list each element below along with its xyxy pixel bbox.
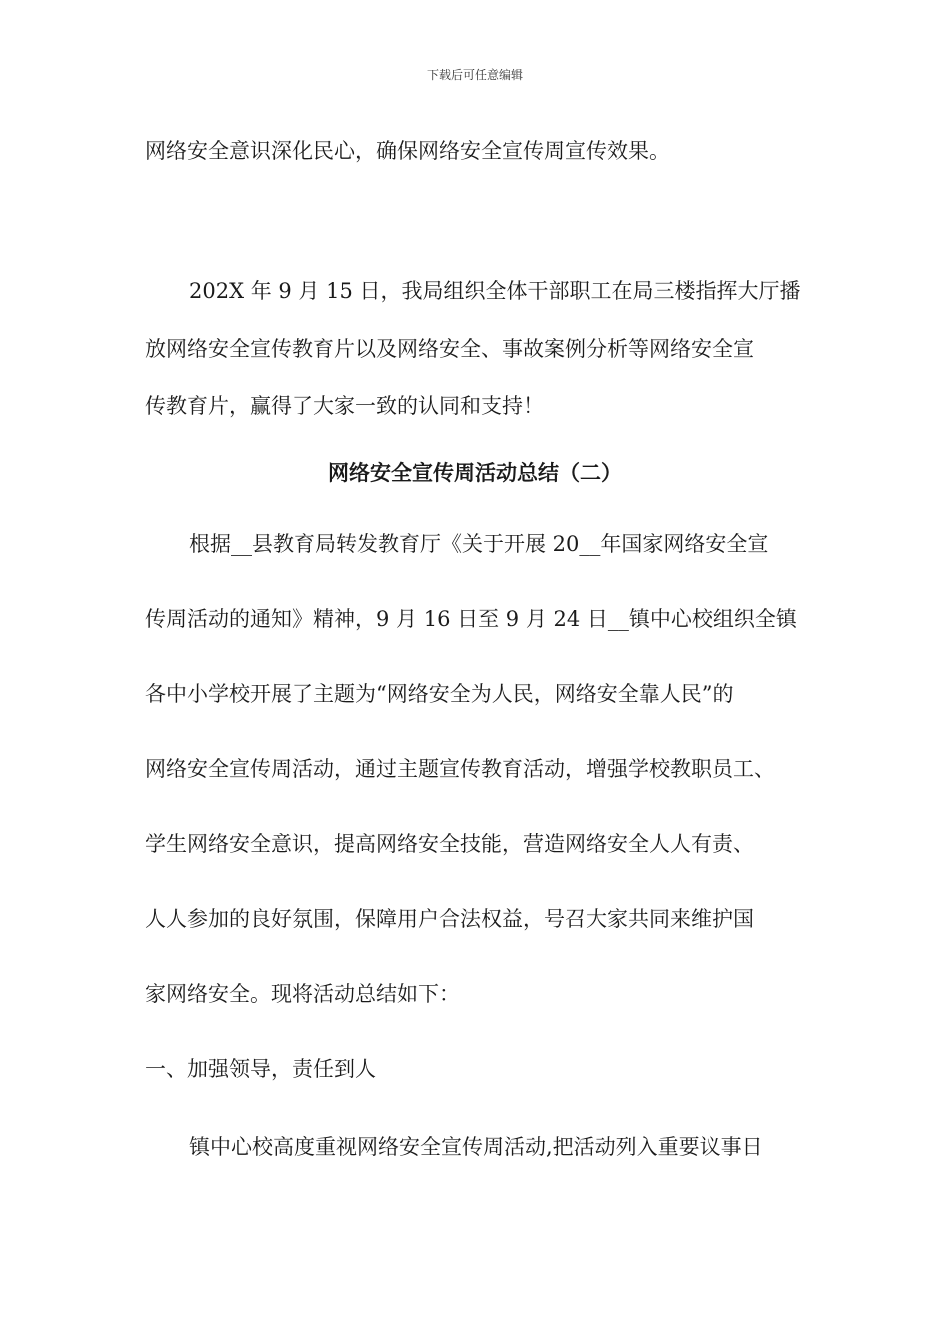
- paragraph-line: 人人参加的良好氛围，保障用户合法权益，号召大家共同来维护国: [145, 907, 754, 931]
- paragraph-line: 镇中心校高度重视网络安全宣传周活动,把活动列入重要议事日: [189, 1135, 763, 1159]
- paragraph-line: 家网络安全。现将活动总结如下：: [145, 982, 460, 1006]
- paragraph-line: 根据__县教育局转发教育厅《关于开展 20__年国家网络安全宣: [189, 532, 769, 556]
- paragraph-line: 网络安全意识深化民心，确保网络安全宣传周宣传效果。: [145, 139, 670, 163]
- section-heading: 一、加强领导，责任到人: [145, 1057, 376, 1081]
- section-title: 网络安全宣传周活动总结（二）: [328, 461, 622, 485]
- paragraph-line: 学生网络安全意识，提高网络安全技能，营造网络安全人人有责、: [145, 832, 754, 856]
- paragraph-line: 各中小学校开展了主题为“网络安全为人民，网络安全靠人民”的: [145, 682, 734, 706]
- page-header-note: 下载后可任意编辑: [426, 68, 523, 82]
- paragraph-line: 传教育片，赢得了大家一致的认同和支持！: [145, 394, 544, 418]
- paragraph-line: 放网络安全宣传教育片以及网络安全、事故案例分析等网络安全宣: [145, 337, 754, 361]
- paragraph-line: 传周活动的通知》精神，9 月 16 日至 9 月 24 日__镇中心校组织全镇: [145, 607, 797, 631]
- paragraph-line: 网络安全宣传周活动，通过主题宣传教育活动，增强学校教职员工、: [145, 757, 775, 781]
- paragraph-line: 202X 年 9 月 15 日，我局组织全体干部职工在局三楼指挥大厅播: [189, 279, 801, 303]
